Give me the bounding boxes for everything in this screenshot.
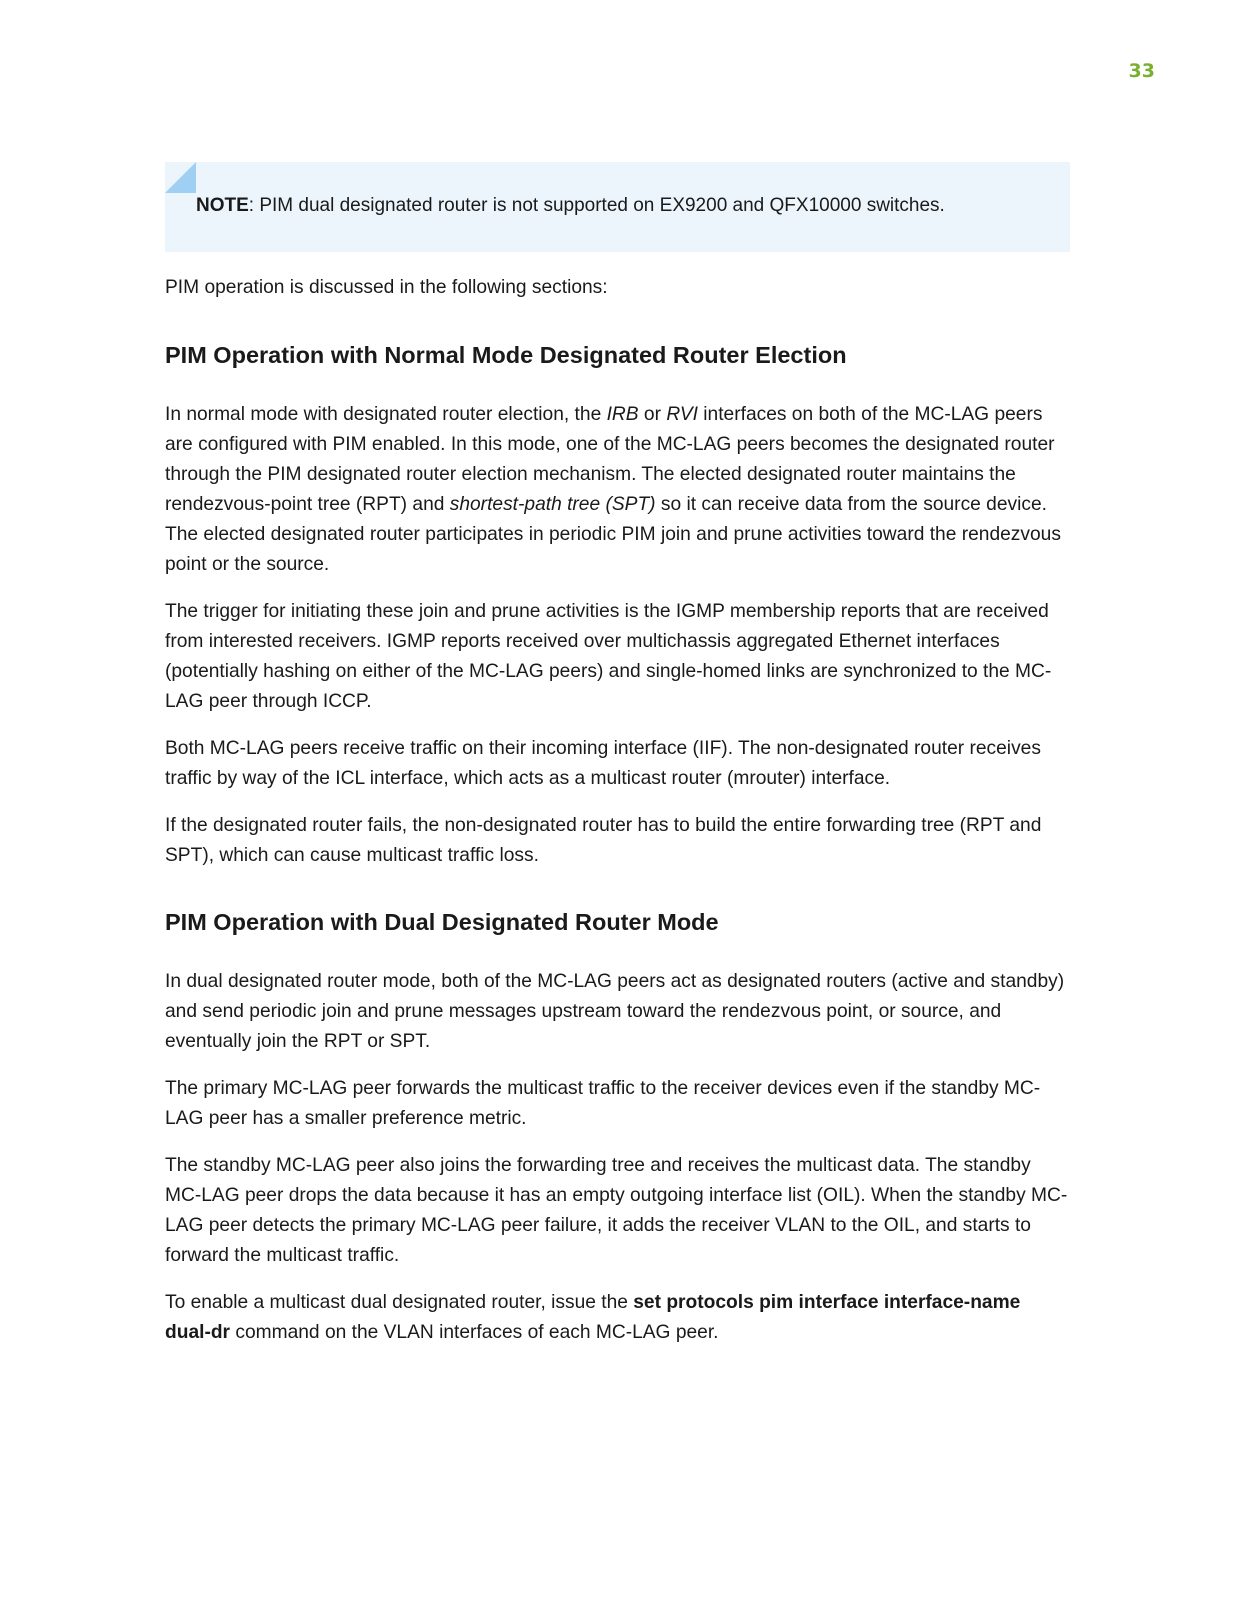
section-heading-dual-mode: PIM Operation with Dual Designated Router Mode xyxy=(165,909,719,935)
page-number: 33 xyxy=(1128,60,1155,82)
paragraph: The trigger for initiating these join and prune activities is the IGMP membership reports that are received from interested receivers. IGMP reports received over multichassis aggregated Ethernet interfaces (potentially hashing on either of the MC-LAG peers) and single-homed links are synchronized to the MC-LAG peer through ICCP. xyxy=(165,601,1052,712)
note-callout xyxy=(165,162,1070,252)
note-corner-icon xyxy=(165,162,196,193)
paragraph: If the designated router fails, the non-designated router has to build the entire forwarding tree (RPT and SPT), which can cause multicast traffic loss. xyxy=(165,815,1042,866)
page-content xyxy=(165,162,1070,1348)
rvi-term: RVI xyxy=(666,404,698,425)
note-text: : PIM dual designated router is not supported on EX9200 and QFX10000 switches. xyxy=(248,195,945,216)
paragraph: In dual designated router mode, both of the MC-LAG peers act as designated routers (active and standby) and send periodic join and prune messages upstream toward the rendezvous point, or source, and eventually join the RPT or SPT. xyxy=(165,971,1065,1052)
paragraph: Both MC-LAG peers receive traffic on their incoming interface (IIF). The non-designated router receives traffic by way of the ICL interface, which acts as a multicast router (mrouter) interface. xyxy=(165,738,1041,789)
spt-term: shortest-path tree (SPT) xyxy=(449,494,656,515)
intro-paragraph: PIM operation is discussed in the following sections: xyxy=(165,277,608,298)
section-heading-normal-mode: PIM Operation with Normal Mode Designated Router Election xyxy=(165,342,847,368)
paragraph: The primary MC-LAG peer forwards the multicast traffic to the receiver devices even if the standby MC-LAG peer has a smaller preference metric. xyxy=(165,1078,1041,1129)
note-label: NOTE xyxy=(196,195,249,216)
command-text: set protocols pim interface interface-name dual-dr xyxy=(165,1292,1021,1343)
paragraph: In normal mode with designated router election, the IRB or RVI interfaces on both of the MC-LAG peers are configured with PIM enabled. In this mode, one of the MC-LAG peers becomes the designated router through the PIM designated router election mechanism. The elected designated router maintains the rendezvous-point tree (RPT) and shortest-path tree (SPT) so it can receive data from the source device. The elected designated router participates in periodic PIM join and prune activities toward the rendezvous point or the source. xyxy=(165,404,1061,575)
paragraph: To enable a multicast dual designated router, issue the set protocols pim interface interface-name dual-dr command on the VLAN interfaces of each MC-LAG peer. xyxy=(165,1292,1021,1343)
paragraph: The standby MC-LAG peer also joins the forwarding tree and receives the multicast data. The standby MC-LAG peer drops the data because it has an empty outgoing interface list (OIL). When the standby MC-LAG peer detects the primary MC-LAG peer failure, it adds the receiver VLAN to the OIL, and starts to forward the multicast traffic. xyxy=(165,1155,1068,1266)
irb-term: IRB xyxy=(606,404,639,425)
